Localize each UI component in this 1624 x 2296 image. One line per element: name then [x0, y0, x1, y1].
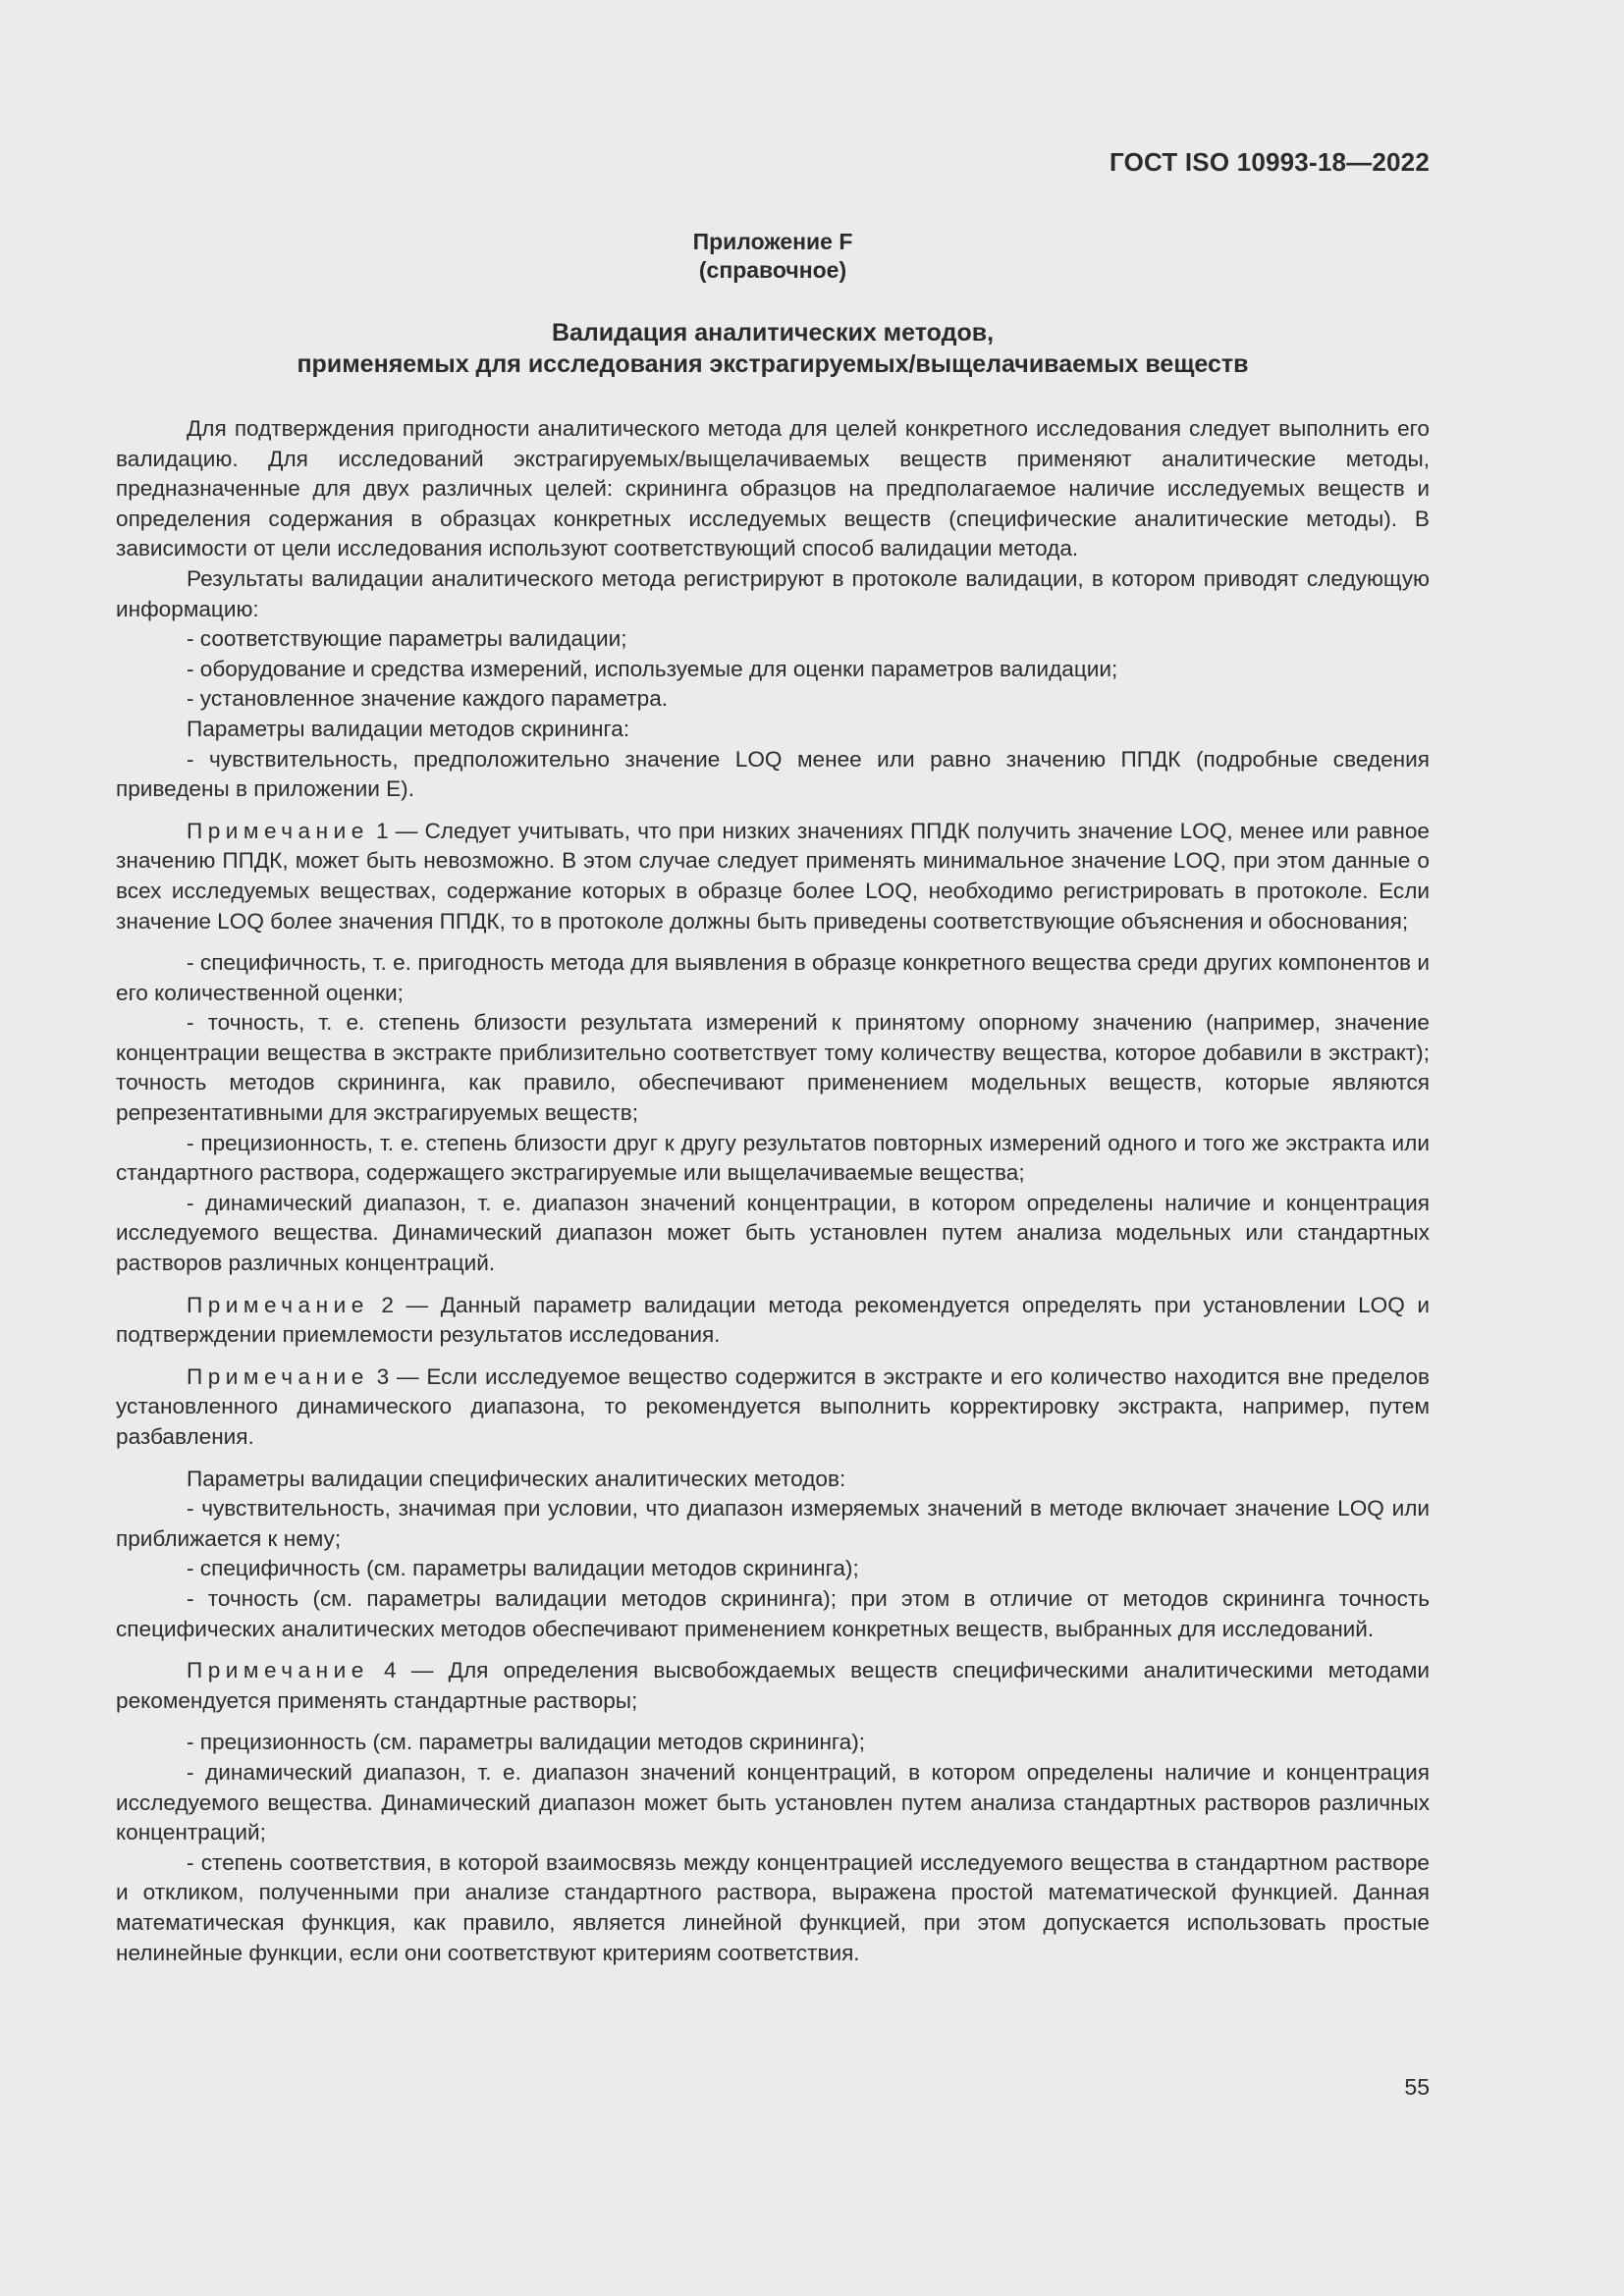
list-item: - специфичность, т. е. пригодность метода для выявления в образце конкретного вещества среди других компонентов и его количественной оценки;: [116, 950, 1430, 1005]
page-number: 55: [1404, 2074, 1430, 2100]
list-item: - динамический диапазон, т. е. диапазон значений концентрации, в котором определены наличие и концентрация исследуемого вещества. Динамический диапазон может быть установлен путем анализа модельных или стандартных растворов различных концентраций.: [116, 1190, 1430, 1276]
note-text: 4 — Для определения высвобождаемых веществ специфическими аналитическими методами рекомендуется применять стандартные растворы;: [116, 1658, 1430, 1713]
list-item: - установленное значение каждого параметра.: [187, 686, 669, 712]
note-text: 3 — Если исследуемое вещество содержится в экстракте и его количество находится вне пределов установленного динамического диапазона, то рекомендуется выполнить корректировку экстракта, например, путем разбавления.: [116, 1363, 1430, 1449]
list-item: - специфичность (см. параметры валидации методов скрининга);: [187, 1556, 859, 1581]
paragraph: Параметры валидации методов скрининга:: [187, 716, 630, 741]
note-2: [116, 1291, 1430, 1351]
annex-title: [0, 317, 1545, 380]
list-item: - соответствующие параметры валидации;: [187, 626, 627, 652]
annex-title-line-2: применяемых для исследования экстрагируемых/выщелачиваемых веществ: [297, 350, 1249, 378]
note-1: [116, 817, 1430, 936]
document-body: [116, 414, 1430, 1968]
annex-type: (справочное): [698, 257, 847, 283]
note-4: [116, 1656, 1430, 1716]
annex-title-line-1: Валидация аналитических методов,: [551, 319, 995, 347]
note-label: Примечание: [187, 1658, 369, 1683]
list-item: - оборудование и средства измерений, используемые для оценки параметров валидации;: [187, 656, 1118, 681]
note-label: Примечание: [187, 818, 369, 843]
note-3: [116, 1362, 1430, 1453]
paragraph: Параметры валидации специфических аналитических методов:: [187, 1466, 846, 1491]
list-item: - прецизионность (см. параметры валидации методов скрининга);: [187, 1730, 866, 1755]
list-item: - прецизионность, т. е. степень близости друг к другу результатов повторных измерений одного и того же экстракта или стандартного раствора, содержащего экстрагируемые или выщелачиваемые вещества;: [116, 1130, 1430, 1186]
list-item: - динамический диапазон, т. е. диапазон значений концентраций, в котором определены наличие и концентрация исследуемого вещества. Динамический диапазон может быть установлен путем анализа стандартных растворов различных концентраций;: [116, 1759, 1430, 1845]
document-header: ГОСТ ISO 10993-18—2022: [1110, 147, 1430, 177]
note-text: 2 — Данный параметр валидации метода рекомендуется определять при установлении LOQ и подтверждении приемлемости результатов исследования.: [116, 1292, 1430, 1348]
paragraph: Для подтверждения пригодности аналитического метода для целей конкретного исследования следует выполнить его валидацию. Для исследований экстрагируемых/выщелачиваемых веществ применяют аналитические методы, предназначенные для двух различных целей: скрининга образцов на предполагаемое наличие исследуемых веществ и определения содержания в образцах конкретных исследуемых веществ (специфические аналитические методы). В зависимости от цели исследования используют соответствующий способ валидации метода.: [116, 416, 1430, 561]
annex-label: Приложение F: [692, 229, 853, 254]
note-text: 1 — Следует учитывать, что при низких значениях ППДК получить значение LOQ, менее или равное значению ППДК, может быть невозможно. В этом случае следует применять минимальное значение LOQ, при этом данные о всех исследуемых веществах, содержание которых в образце более LOQ, необходимо регистрировать в протоколе. Если значение LOQ более значения ППДК, то в протоколе должны быть приведены соответствующие объяснения и обоснования;: [116, 818, 1430, 934]
paragraph: Результаты валидации аналитического метода регистрируют в протоколе валидации, в котором приводят следующую информацию:: [116, 565, 1430, 621]
annex-heading: [0, 228, 1545, 285]
list-item: - чувствительность, значимая при условии, что диапазон измеряемых значений в методе включает значение LOQ или приближается к нему;: [116, 1496, 1430, 1551]
list-item: - точность (см. параметры валидации методов скрининга); при этом в отличие от методов скрининга точность специфических аналитических методов обеспечивают применением конкретных веществ, выбранных для исследований.: [116, 1585, 1430, 1641]
list-item: - точность, т. е. степень близости результата измерений к принятому опорному значению (например, значение концентрации вещества в экстракте приблизительно соответствует тому количеству вещества, которое добавили в экстракт); точность методов скрининга, как правило, обеспечивают применением модельных веществ, которые являются репрезентативными для экстрагируемых веществ;: [116, 1010, 1430, 1126]
list-item: - чувствительность, предположительно значение LOQ менее или равно значению ППДК (подробные сведения приведены в приложении Е).: [116, 746, 1430, 802]
note-label: Примечание: [187, 1363, 369, 1389]
note-label: Примечание: [187, 1292, 369, 1317]
list-item: - степень соответствия, в которой взаимосвязь между концентрацией исследуемого вещества в стандартном растворе и откликом, полученными при анализе стандартного раствора, выражена простой математической функцией. Данная математическая функция, как правило, является линейной функцией, при этом допускается использовать простые нелинейные функции, если они соответствуют критериям соответствия.: [116, 1849, 1430, 1965]
